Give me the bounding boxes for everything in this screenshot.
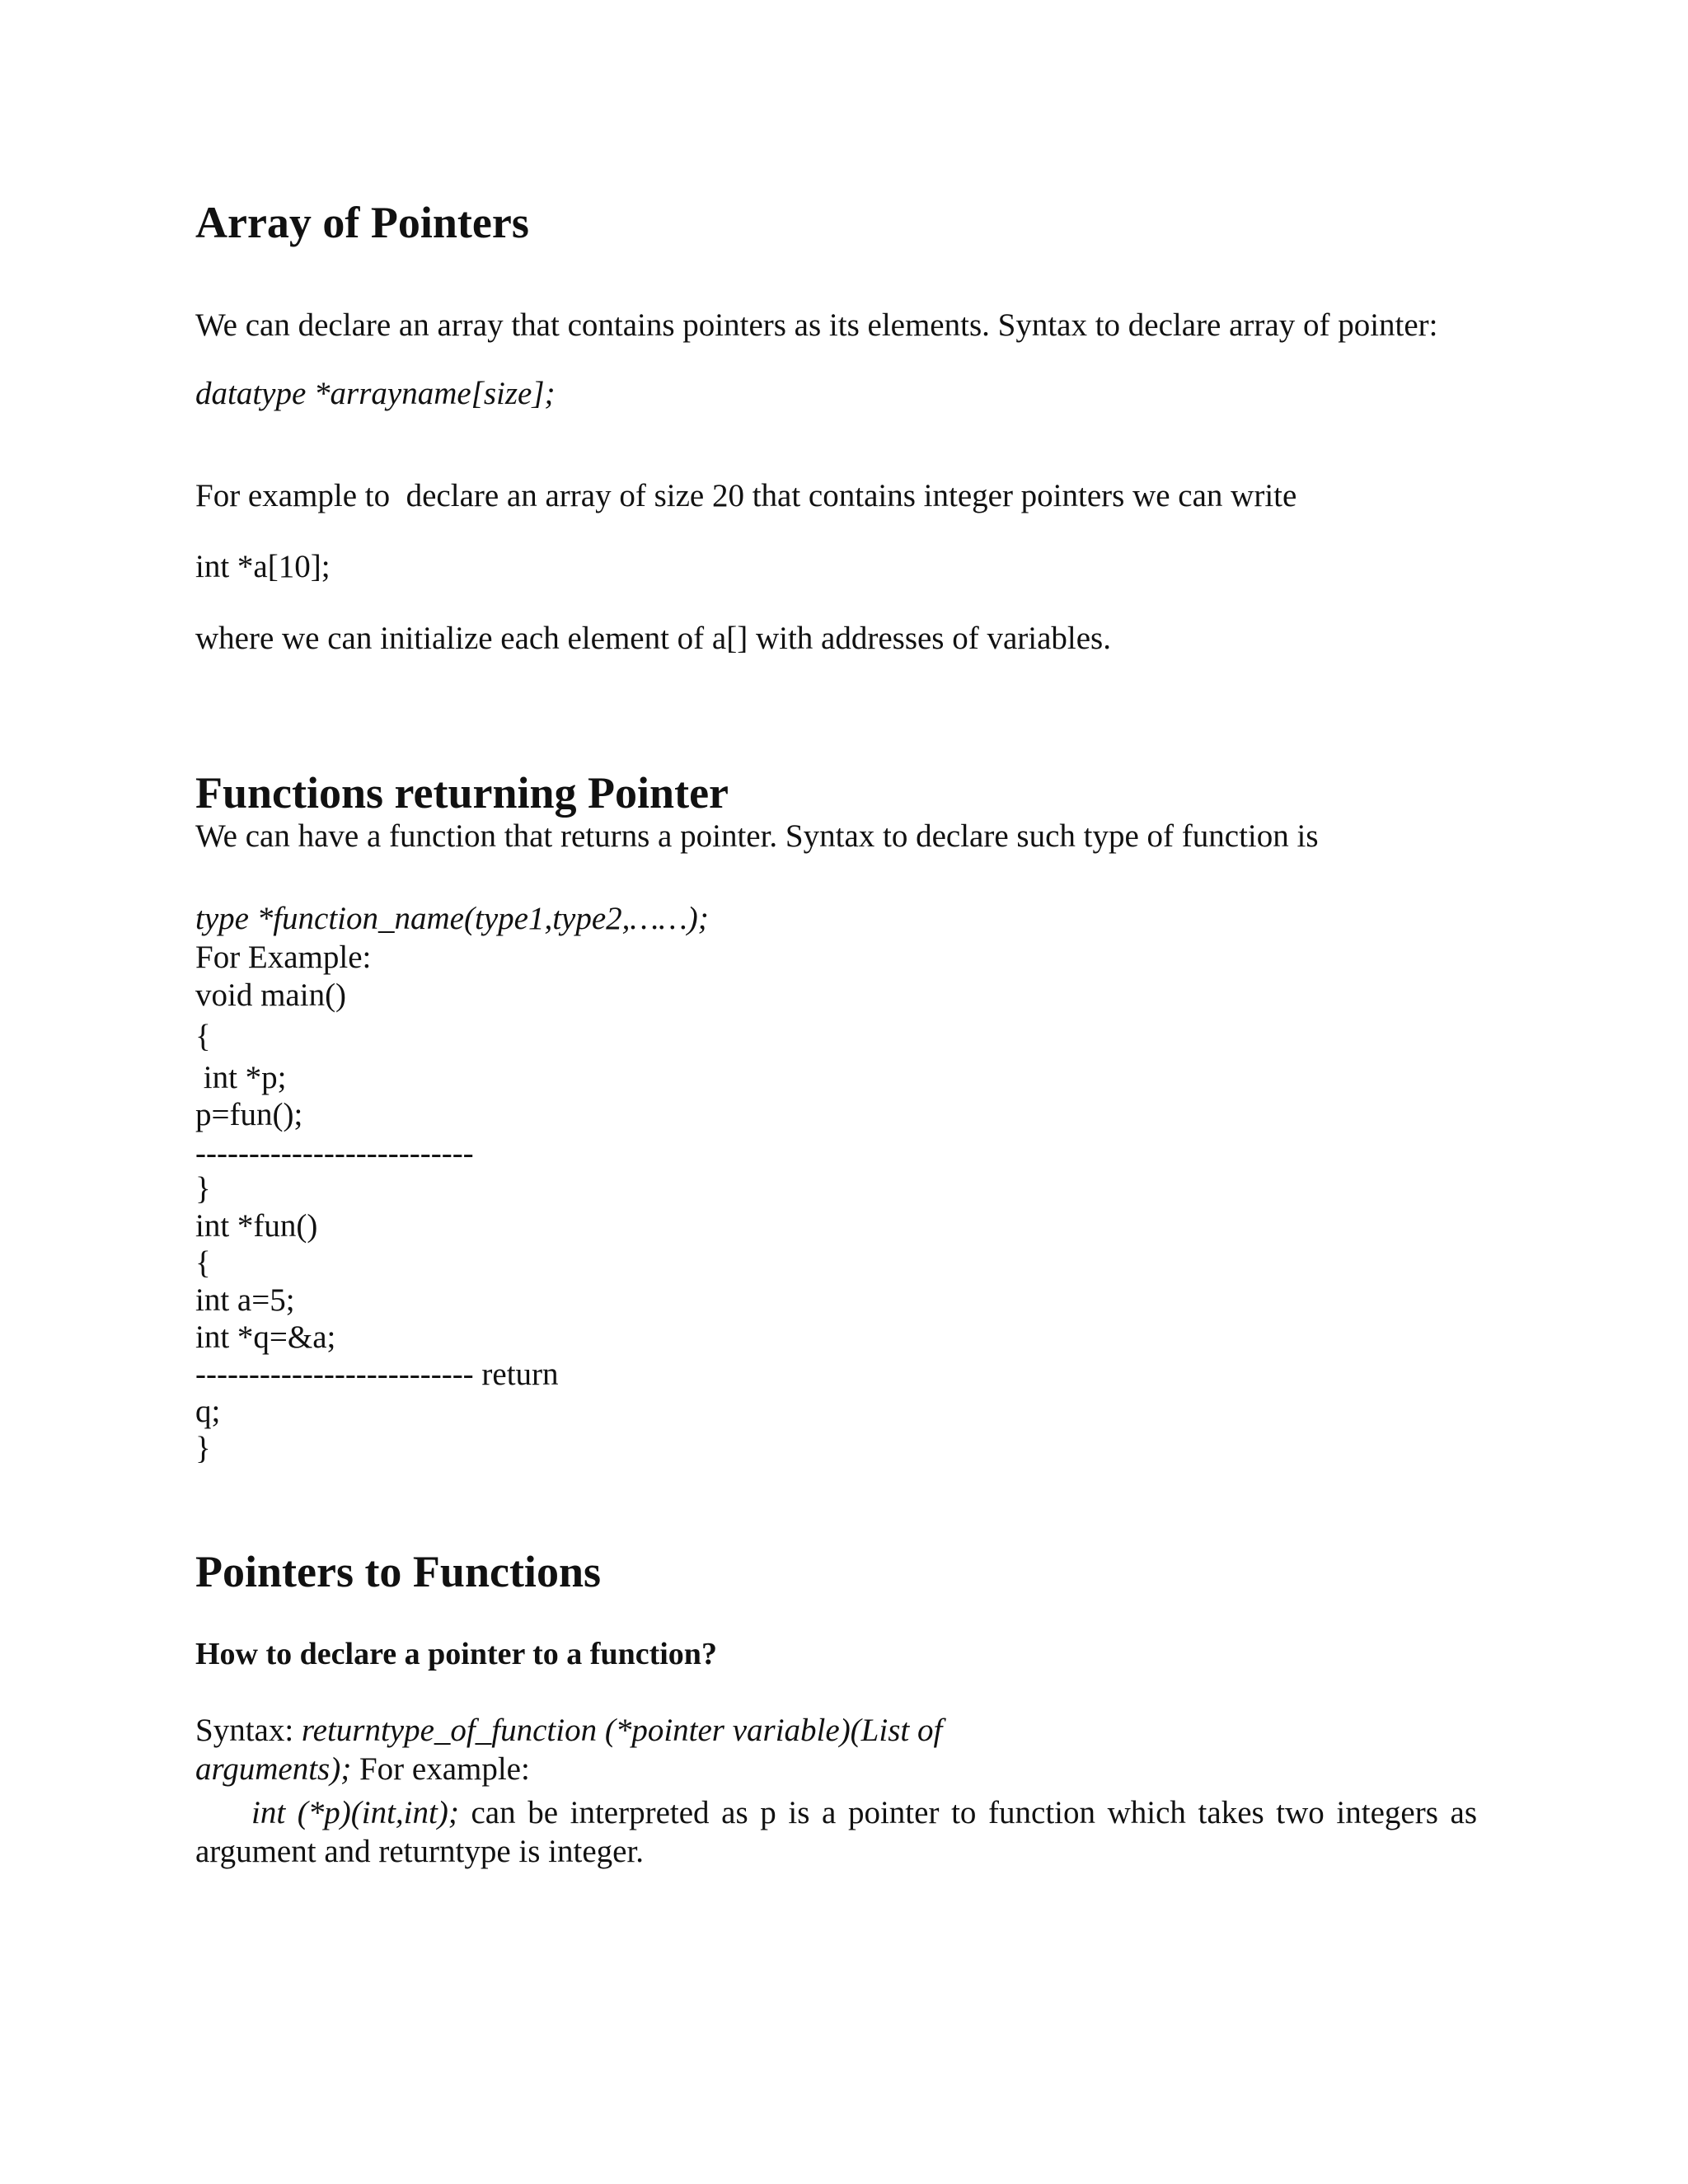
section-heading-functions-returning-pointer: Functions returning Pointer bbox=[195, 768, 729, 818]
pointers-to-functions-example-paragraph bbox=[195, 1793, 1477, 1871]
code-line: int *fun() bbox=[195, 1208, 318, 1244]
syntax-signature-continued: arguments); bbox=[195, 1751, 352, 1787]
code-line: int *q=&a; bbox=[195, 1319, 336, 1355]
code-line: int a=5; bbox=[195, 1282, 295, 1318]
section-heading-array-of-pointers: Array of Pointers bbox=[195, 198, 529, 247]
code-line: q; bbox=[195, 1394, 221, 1429]
syntax-signature: returntype_of_function (*pointer variable)(List of bbox=[301, 1713, 943, 1748]
array-of-pointers-intro: We can declare an array that contains pointers as its elements. Syntax to declare array of pointer: bbox=[195, 307, 1438, 343]
functions-returning-pointer-intro: We can have a function that returns a pointer. Syntax to declare such type of function is bbox=[195, 818, 1319, 854]
array-of-pointers-example-intro: For example to declare an array of size 20 that contains integer pointers we can write bbox=[195, 478, 1297, 513]
code-line: p=fun(); bbox=[195, 1097, 303, 1132]
array-of-pointers-explanation: where we can initialize each element of a[] with addresses of variables. bbox=[195, 621, 1111, 656]
code-line: } bbox=[195, 1171, 211, 1207]
code-separator-line: -------------------------- return bbox=[195, 1357, 559, 1392]
array-of-pointers-syntax: datatype *arrayname[size]; bbox=[195, 376, 556, 411]
for-example-label: For example: bbox=[351, 1751, 530, 1787]
section-heading-pointers-to-functions: Pointers to Functions bbox=[195, 1547, 601, 1596]
functions-returning-pointer-example-label: For Example: bbox=[195, 940, 372, 975]
code-line: void main() bbox=[195, 977, 347, 1013]
example-code: int (*p)(int,int); bbox=[251, 1795, 459, 1830]
pointers-to-functions-subheading: How to declare a pointer to a function? bbox=[195, 1637, 717, 1671]
pointers-to-functions-syntax-line2 bbox=[195, 1753, 530, 1785]
example-text: can be interpreted as p is a pointer to function which takes two integers as argument and returntype is integer. bbox=[195, 1795, 1477, 1869]
code-line: int *p; bbox=[195, 1060, 287, 1095]
functions-returning-pointer-syntax: type *function_name(type1,type2,……); bbox=[195, 901, 709, 936]
code-separator-line: -------------------------- bbox=[195, 1136, 474, 1171]
syntax-label: Syntax: bbox=[195, 1713, 302, 1748]
code-line: { bbox=[195, 1245, 211, 1281]
array-of-pointers-example-code: int *a[10]; bbox=[195, 549, 331, 584]
pointers-to-functions-syntax-line1 bbox=[195, 1714, 942, 1746]
code-line: { bbox=[195, 1019, 211, 1054]
code-line: } bbox=[195, 1431, 211, 1466]
